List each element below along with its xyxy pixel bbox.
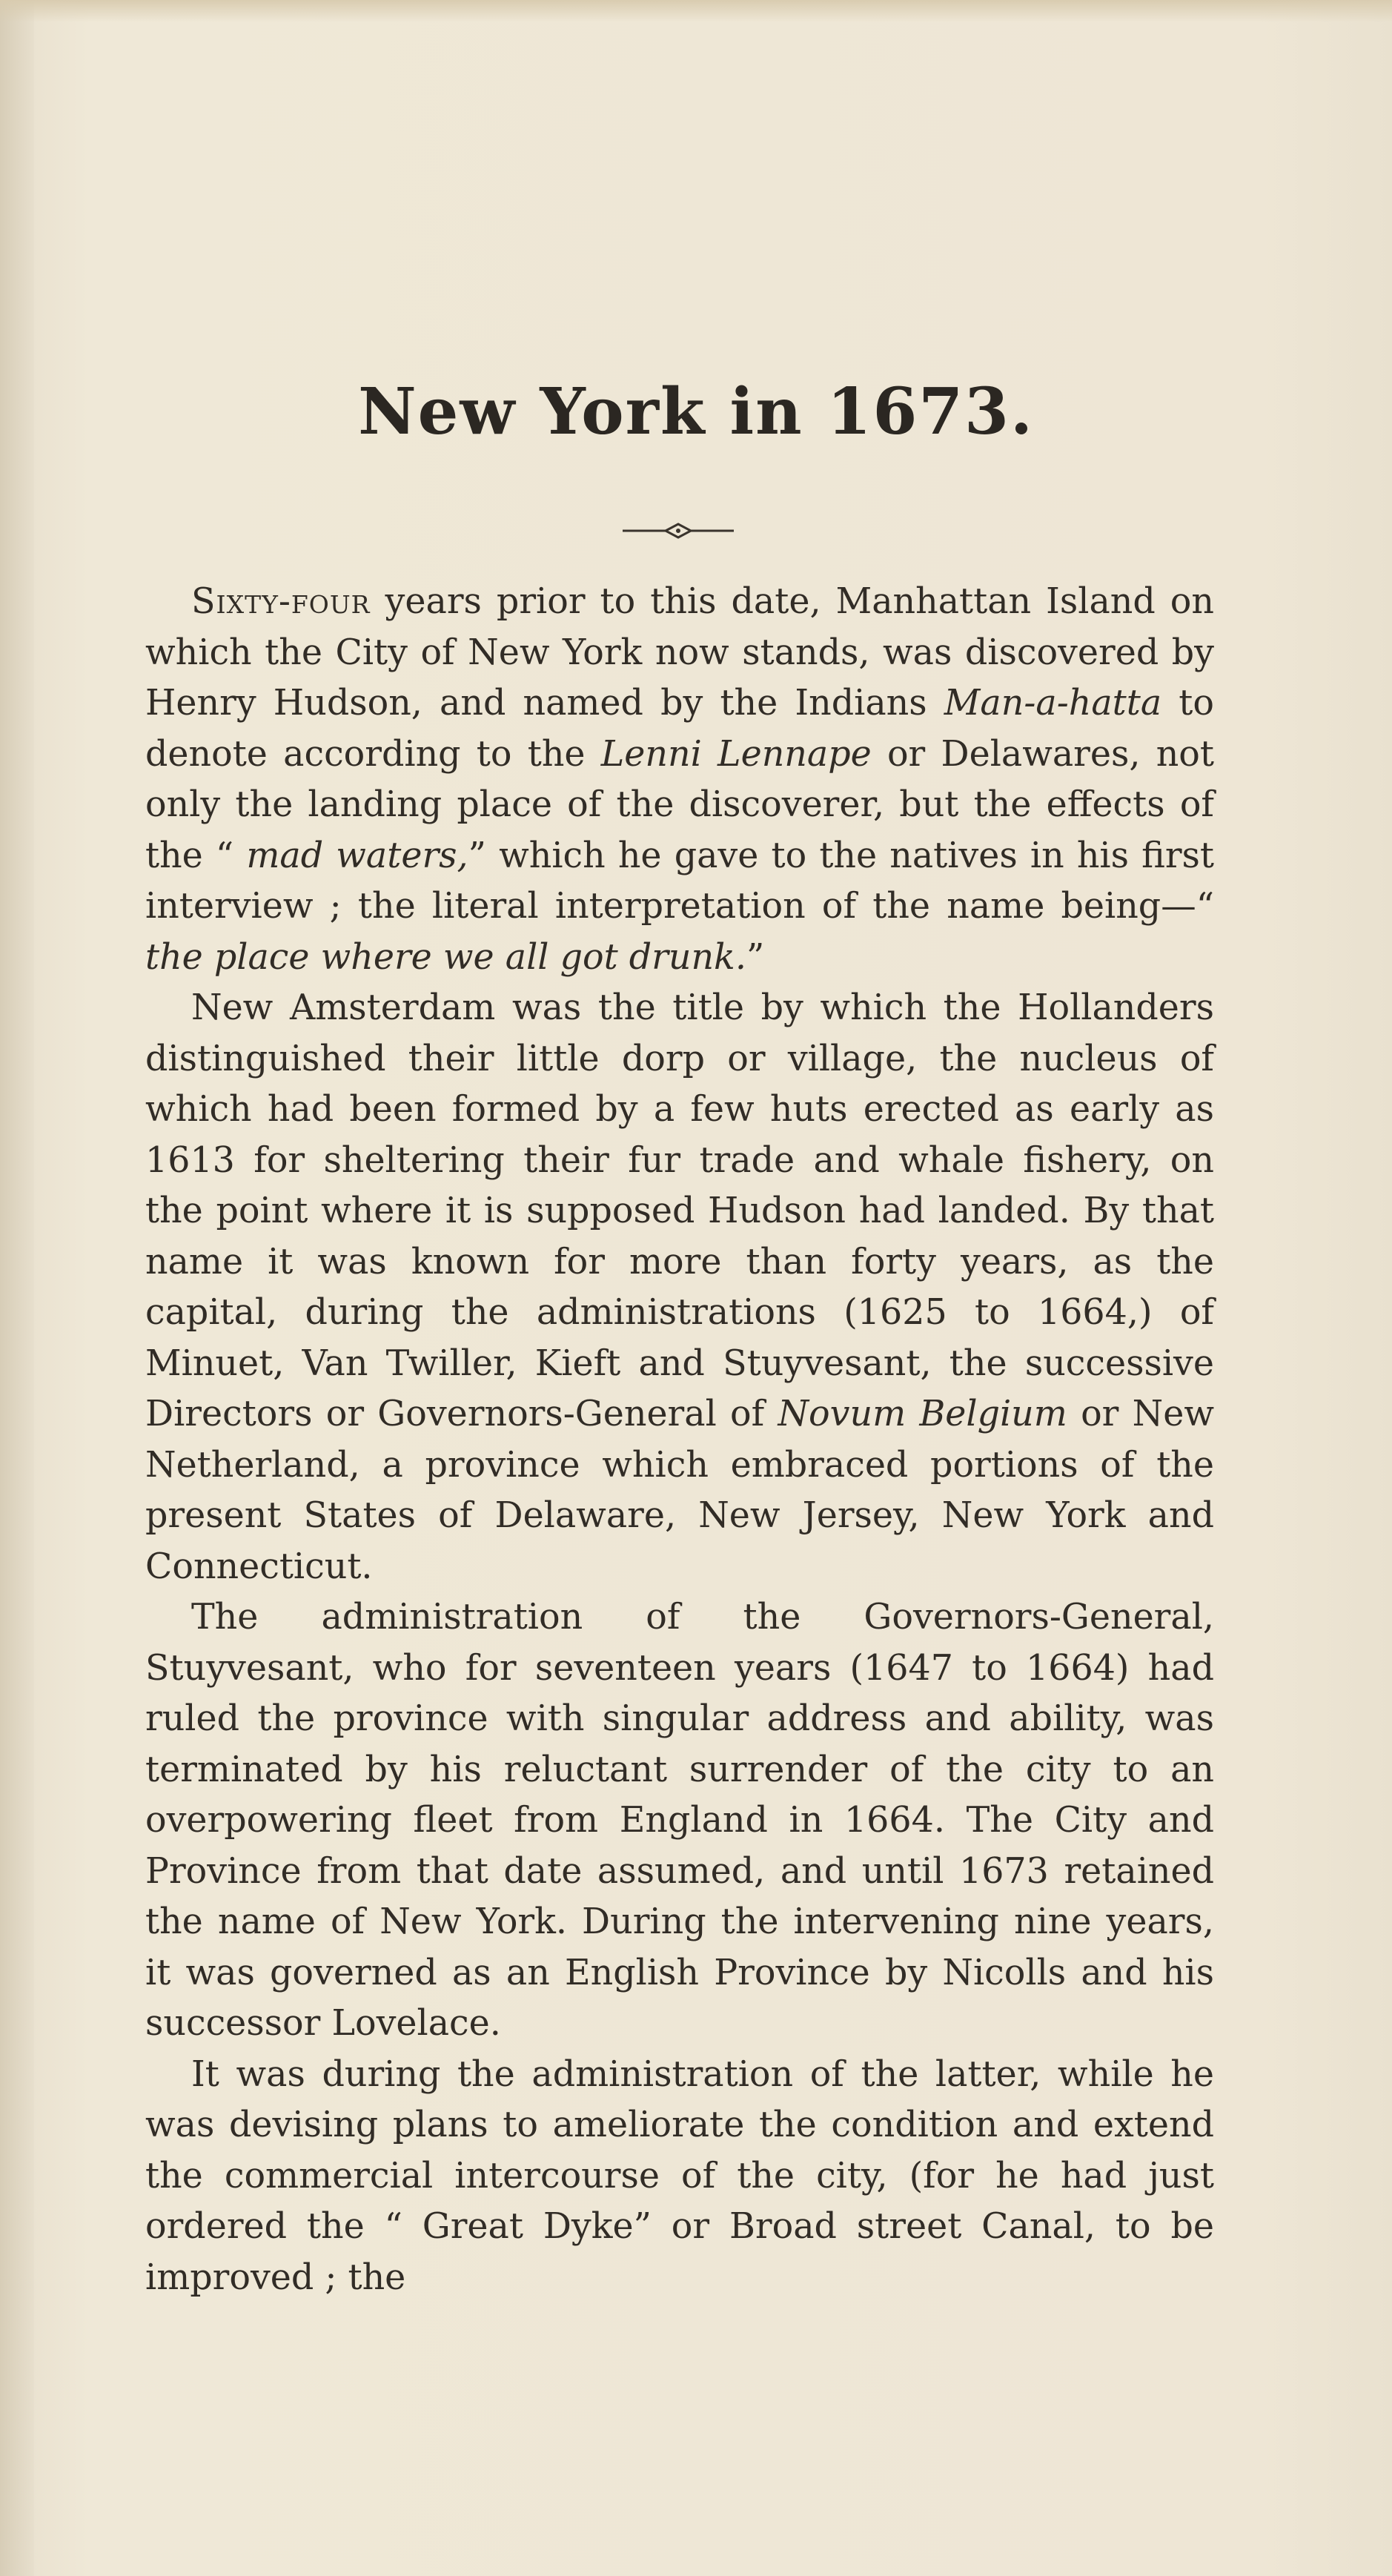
paragraph-1 (145, 577, 1214, 983)
text-run: to denote according to the (145, 683, 1214, 775)
paragraph-4: It was during the administration of the latter, while he was devising plans to ameliorate the condition and extend the commercial intercourse of the city, (for he had just ordered the “ Great Dyke” or Broad street Canal, to be improved ; the (145, 2053, 1214, 2298)
paragraph-3: The administration of the Governors-General, Stuyvesant, who for seventeen years (1647 to 1664) had ruled the province with singular address and ability, was terminated by his reluctant surrender of the city to an overpowering fleet from England in 1664. The City and Province from that date assumed, and until 1673 retained the name of New York. During the intervening nine years, it was governed as an English Province by Nicolls and his successor Lovelace. (145, 1597, 1214, 2044)
paragraph-2 (145, 983, 1214, 1592)
text-run: or Delawares, not only the landing place of the discoverer, but the effects of the “ (145, 733, 1214, 876)
text-run: years prior to this date, Manhattan Island on which the City of New York now stands, was discovered by Henry Hudson, and named by the Indians (145, 581, 1214, 724)
chapter-body (145, 577, 1214, 2303)
page-top-stain (0, 0, 1392, 22)
text-run: or New Netherland, a province which embraced portions of the present States of Delaware, New Jersey, New York and Connecticut. (145, 1394, 1214, 1587)
italic-run: the place where we all got drunk. (145, 936, 746, 978)
text-run: New Amsterdam was the title by which the Hollanders distinguished their little dorp or village, the nucleus of which had been formed by a few huts erected as early as 1613 for sheltering their fur trade and whale fishery, on the point where it is supposed Hudson had landed. By that name it was known for more than forty years, as the capital, during the administrations (1625 to 1664,) of Minuet, Van Twiller, Kieft and Stuyvesant, the successive Directors or Governors-General of (145, 987, 1214, 1434)
italic-run: Lenni Lennape (600, 733, 872, 775)
chapter-title: New York in 1673. (358, 374, 1034, 449)
italic-run: Man-a-hatta (944, 683, 1162, 724)
paragraph-lead-small-caps: Sixty-four (191, 581, 371, 622)
italic-run: mad waters, (246, 835, 468, 876)
text-run: ” which he gave to the natives in his first interview ; the literal interpretation of the name being—“ (145, 835, 1214, 927)
title-ornament-divider (623, 519, 734, 543)
italic-run: Novum Belgium (778, 1394, 1067, 1434)
text-run: ” (746, 936, 765, 978)
